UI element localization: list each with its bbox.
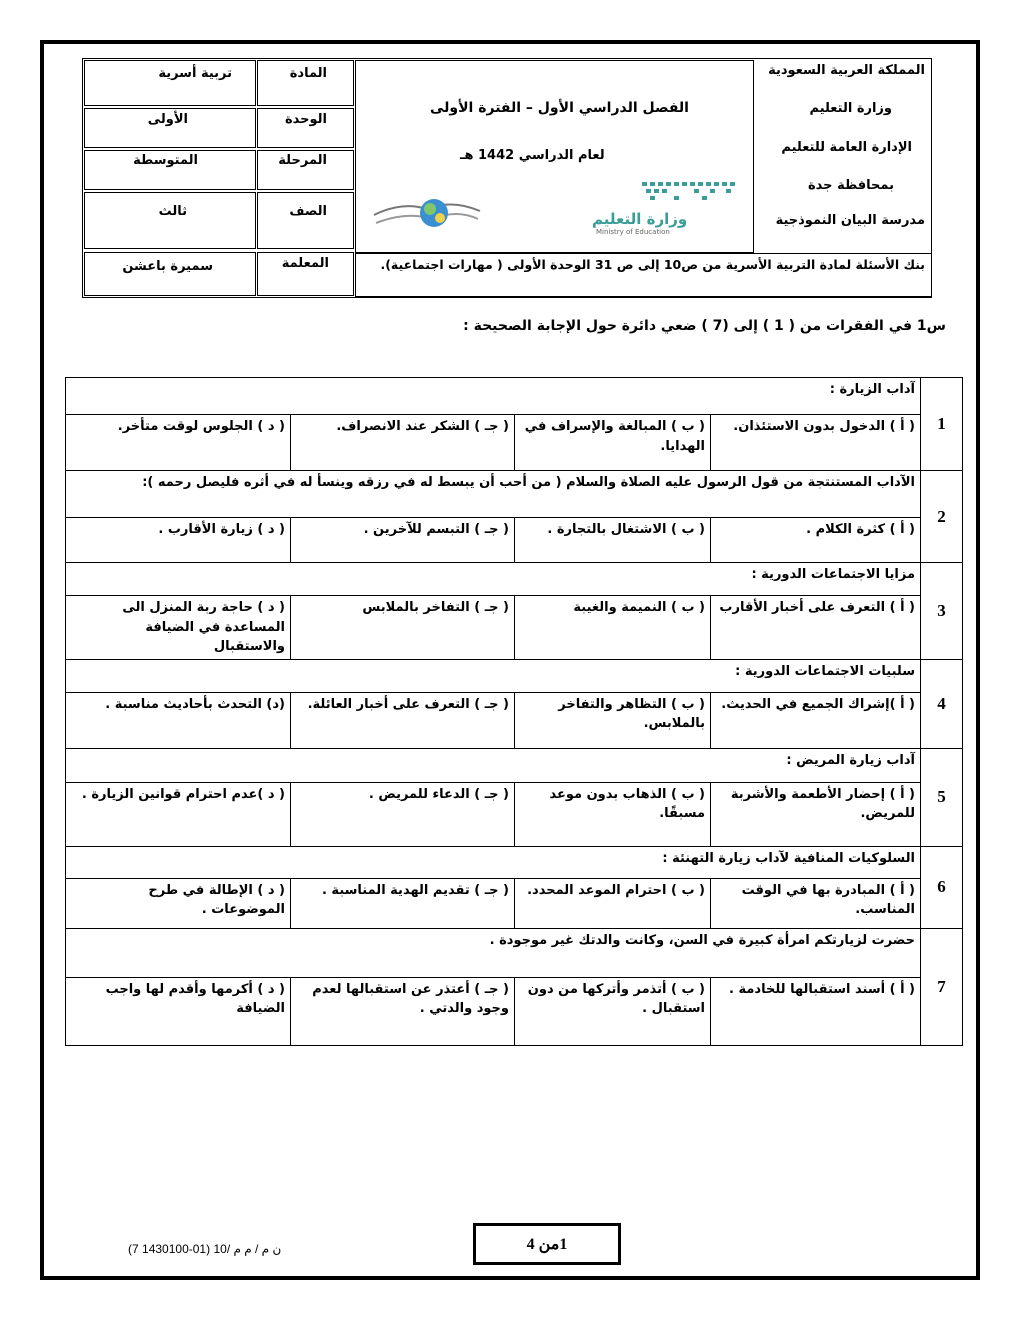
question-number: 2	[921, 471, 963, 563]
kingdom-line: المملكة العربية السعودية	[768, 63, 925, 78]
info-value-grade: ثالث	[158, 204, 187, 219]
option-b[interactable]: ( ب ) الاشتغال بالتجارة .	[515, 518, 711, 563]
option-d[interactable]: ( د ) زيارة الأقارب .	[66, 518, 291, 563]
vision-logo	[372, 193, 482, 233]
question-number: 1	[921, 378, 963, 471]
bank-line: بنك الأسئلة لمادة التربية الأسرية من ص10 إلى ص 31 الوحدة الأولى ( مهارات اجتماعية).	[380, 257, 925, 272]
option-d[interactable]: ( د ) حاجة ربة المنزل الى المساعدة في الضيافة والاستقبال	[66, 596, 291, 660]
instruction: س1 في الفقرات من ( 1 ) إلى (7 ) ضعي دائرة حول الإجابة الصحيحة :	[463, 318, 946, 334]
question-stem: السلوكيات المنافية لآداب زيارة التهنئة :	[66, 846, 921, 878]
options-row	[66, 415, 963, 471]
page-number: 1من 4	[526, 1236, 568, 1253]
option-a[interactable]: ( أ ) أسند استقبالها للخادمة .	[711, 977, 921, 1045]
options-row	[66, 878, 963, 928]
info-label-teacher: المعلمة	[281, 256, 329, 271]
options-row	[66, 518, 963, 563]
question-row	[66, 928, 963, 977]
option-a[interactable]: ( أ ) إحضار الأطعمة والأشربة للمريض.	[711, 782, 921, 846]
form-code: ن م / م م /10 (01-1430100 7)	[128, 1242, 282, 1256]
option-a[interactable]: ( أ )إشراك الجميع في الحديث.	[711, 692, 921, 748]
info-label-cell	[257, 192, 354, 249]
options-row	[66, 692, 963, 748]
question-row	[66, 471, 963, 518]
question-stem: حضرت لزيارتكم امرأة كبيرة في السن، وكانت والدتك غير موجودة .	[66, 928, 921, 977]
info-label-stage: المرحلة	[278, 153, 327, 168]
options-row	[66, 782, 963, 846]
info-value-stage: المتوسطة	[133, 153, 198, 168]
question-row	[66, 378, 963, 415]
option-c[interactable]: ( جـ ) أعتذر عن استقبالها لعدم وجود والدتي .	[291, 977, 515, 1045]
info-label-grade: الصف	[289, 204, 327, 219]
info-value-teacher: سميرة باعشن	[122, 259, 213, 274]
question-row	[66, 659, 963, 692]
question-number: 6	[921, 846, 963, 928]
city-line: بمحافظة جدة	[808, 178, 894, 193]
option-c[interactable]: ( جـ ) الدعاء للمريض .	[291, 782, 515, 846]
question-row	[66, 748, 963, 782]
info-value-cell	[84, 192, 256, 249]
options-row	[66, 977, 963, 1045]
question-row	[66, 846, 963, 878]
option-a[interactable]: ( أ ) المبادرة بها في الوقت المناسب.	[711, 878, 921, 928]
academic-year: لعام الدراسي 1442 هـ	[460, 148, 605, 163]
info-label-unit: الوحدة	[284, 112, 327, 127]
ministry-logo	[590, 180, 750, 236]
option-a[interactable]: ( أ ) الدخول بدون الاستئذان.	[711, 415, 921, 471]
ministry-line: وزارة التعليم	[809, 101, 892, 116]
option-b[interactable]: ( ب ) التظاهر والتفاخر بالملابس.	[515, 692, 711, 748]
question-stem: آداب الزيارة :	[66, 378, 921, 415]
question-number: 3	[921, 563, 963, 660]
option-c[interactable]: ( جـ ) الشكر عند الانصراف.	[291, 415, 515, 471]
option-d[interactable]: ( د ) الجلوس لوقت متأخر.	[66, 415, 291, 471]
question-number: 5	[921, 748, 963, 846]
ministry-logo-text: وزارة التعليم	[592, 210, 688, 228]
question-number: 7	[921, 928, 963, 1045]
info-value-subject: تربية أسرية	[158, 66, 232, 81]
option-a[interactable]: ( أ ) كثرة الكلام .	[711, 518, 921, 563]
term-title: الفصل الدراسي الأول – الفترة الأولى	[430, 100, 689, 116]
option-b[interactable]: ( ب ) النميمة والغيبة	[515, 596, 711, 660]
vision-logo-icon	[372, 193, 482, 233]
ministry-logo-en: Ministry of Education	[596, 228, 670, 236]
option-c[interactable]: ( جـ ) تقديم الهدية المناسبة .	[291, 878, 515, 928]
option-c[interactable]: ( جـ ) التعرف على أخبار العائلة.	[291, 692, 515, 748]
option-d[interactable]: ( د ) الإطالة في طرح الموضوعات .	[66, 878, 291, 928]
option-b[interactable]: ( ب ) الذهاب بدون موعد مسبقًا.	[515, 782, 711, 846]
questions-table	[65, 377, 963, 1040]
option-b[interactable]: ( ب ) أتذمر وأتركها من دون استقبال .	[515, 977, 711, 1045]
directorate-line: الإدارة العامة للتعليم	[781, 140, 912, 155]
question-stem: مزايا الاجتماعات الدورية :	[66, 563, 921, 596]
option-b[interactable]: ( ب ) احترام الموعد المحدد.	[515, 878, 711, 928]
options-row	[66, 596, 963, 660]
question-stem: سلبيات الاجتماعات الدورية :	[66, 659, 921, 692]
option-c[interactable]: ( جـ ) التفاخر بالملابس	[291, 596, 515, 660]
option-d[interactable]: (د) التحدث بأحاديث مناسبة .	[66, 692, 291, 748]
page-number-box	[473, 1223, 621, 1265]
question-row	[66, 563, 963, 596]
question-stem: آداب زيارة المريض :	[66, 748, 921, 782]
option-d[interactable]: ( د ) أكرمها وأقدم لها واجب الضيافة	[66, 977, 291, 1045]
info-label-subject: المادة	[289, 66, 327, 81]
option-d[interactable]: ( د )عدم احترام قوانين الزيارة .	[66, 782, 291, 846]
option-b[interactable]: ( ب ) المبالغة والإسراف في الهدايا.	[515, 415, 711, 471]
info-value-unit: الأولى	[147, 112, 188, 127]
school-line: مدرسة البيان النموذجية	[775, 213, 925, 228]
question-stem: الآداب المستنتجة من قول الرسول عليه الصلاة والسلام ( من أحب أن يبسط له في رزقه وينسأ له في أثره فليصل رحمه ):	[66, 471, 921, 518]
option-c[interactable]: ( جـ ) التبسم للآخرين .	[291, 518, 515, 563]
question-number: 4	[921, 659, 963, 748]
option-a[interactable]: ( أ ) التعرف على أخبار الأقارب	[711, 596, 921, 660]
